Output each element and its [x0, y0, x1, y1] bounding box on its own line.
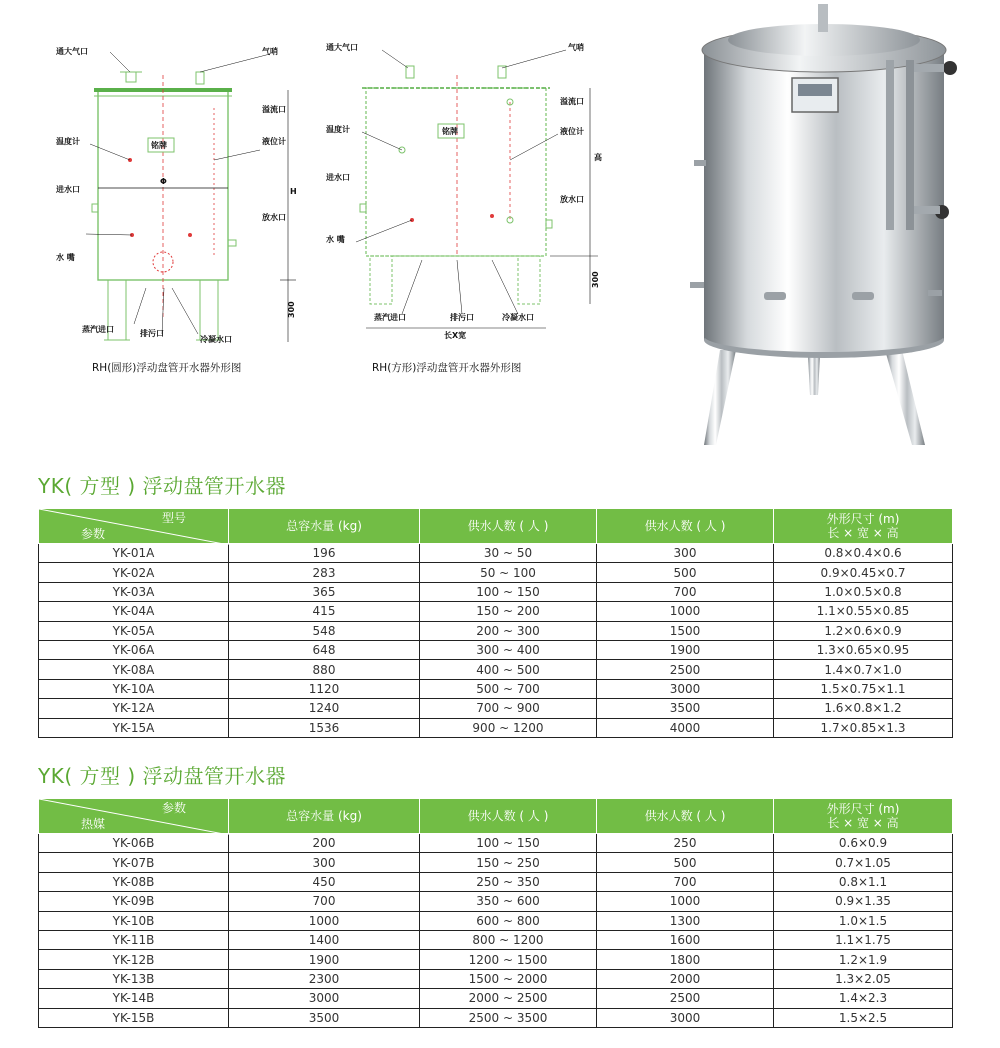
table-cell: 3000 — [597, 679, 774, 698]
label-inlet: 进水口 — [326, 173, 350, 182]
table-row — [39, 853, 953, 872]
table-cell: 0.9×0.45×0.7 — [774, 563, 953, 582]
header-capacity: 总容水量 (kg) — [229, 509, 420, 544]
table-row — [39, 699, 953, 718]
table-cell: 283 — [229, 563, 420, 582]
label-300: 300 — [591, 271, 600, 288]
table-cell: 500 — [597, 853, 774, 872]
table-cell: 648 — [229, 640, 420, 659]
table-row — [39, 911, 953, 930]
square-diagram-caption: RH(方形)浮动盘管开水器外形图 — [372, 362, 522, 374]
table-cell: YK-12A — [39, 699, 229, 718]
table-cell: 1536 — [229, 718, 420, 737]
table-cell: 0.8×1.1 — [774, 872, 953, 891]
header-model: 型号 — [161, 511, 186, 525]
table-cell: 100 ~ 150 — [420, 582, 597, 601]
table-cell: 300 ~ 400 — [420, 640, 597, 659]
table-row — [39, 679, 953, 698]
table-cell: 1120 — [229, 679, 420, 698]
table-cell: 300 — [229, 853, 420, 872]
label-300: 300 — [287, 301, 296, 318]
table-cell: 150 ~ 250 — [420, 853, 597, 872]
table-cell: 1500 — [597, 621, 774, 640]
table-cell: 2500 — [597, 989, 774, 1008]
label-sewage: 排污口 — [140, 329, 164, 338]
table-row — [39, 872, 953, 891]
table-cell: 900 ~ 1200 — [420, 718, 597, 737]
table-cell: 1800 — [597, 950, 774, 969]
label-level: 液位计 — [262, 137, 286, 146]
header-dim-line2: 长 × 宽 × 高 — [827, 816, 899, 830]
label-nameplate: 铭牌 — [442, 127, 458, 136]
table-cell: 3000 — [597, 1008, 774, 1027]
table-cell: 30 ~ 50 — [420, 544, 597, 563]
table-row — [39, 582, 953, 601]
table-cell: 1.2×1.9 — [774, 950, 953, 969]
label-vent: 通大气口 — [326, 43, 358, 52]
table-cell: 1600 — [597, 930, 774, 949]
spec-table-a — [38, 508, 953, 738]
table-row — [39, 1008, 953, 1027]
table-cell: 600 ~ 800 — [420, 911, 597, 930]
table-row — [39, 950, 953, 969]
table-cell: YK-04A — [39, 602, 229, 621]
table-cell: 1400 — [229, 930, 420, 949]
table-row — [39, 718, 953, 737]
table-cell: 0.8×0.4×0.6 — [774, 544, 953, 563]
label-drain: 放水口 — [262, 213, 286, 222]
table-header-row — [39, 509, 953, 544]
header-dim-line1: 外形尺寸 (m) — [826, 802, 900, 816]
table-cell: 1900 — [597, 640, 774, 659]
header-capacity: 总容水量 (kg) — [229, 799, 420, 834]
table-cell: 1.0×0.5×0.8 — [774, 582, 953, 601]
table-cell: 700 — [597, 582, 774, 601]
table-cell: 200 — [229, 834, 420, 853]
header-supply-count: 供水人数 ( 人 ) — [597, 799, 774, 834]
table-cell: 1.5×0.75×1.1 — [774, 679, 953, 698]
header-param: 参数 — [81, 527, 106, 541]
table-cell: YK-07B — [39, 853, 229, 872]
table-cell: 3500 — [229, 1008, 420, 1027]
table-cell: 1.3×0.65×0.95 — [774, 640, 953, 659]
header-dimensions — [774, 509, 953, 544]
label-overflow: 溢流口 — [262, 105, 286, 114]
table-cell: 1.4×0.7×1.0 — [774, 660, 953, 679]
table-cell: 350 ~ 600 — [420, 892, 597, 911]
round-diagram-svg — [50, 20, 310, 350]
table-cell: 2000 — [597, 969, 774, 988]
table-row — [39, 892, 953, 911]
table-cell: YK-01A — [39, 544, 229, 563]
header-dim-line2: 长 × 宽 × 高 — [827, 526, 899, 540]
table-cell: YK-12B — [39, 950, 229, 969]
label-diameter: Φ — [160, 177, 167, 186]
label-drain: 放水口 — [560, 195, 584, 204]
table-row — [39, 602, 953, 621]
table-cell: 100 ~ 150 — [420, 834, 597, 853]
table-row — [39, 563, 953, 582]
table-cell: 1.4×2.3 — [774, 989, 953, 1008]
table-cell: 1000 — [597, 602, 774, 621]
table-cell: 196 — [229, 544, 420, 563]
table-cell: 1.6×0.8×1.2 — [774, 699, 953, 718]
label-whistle: 气哨 — [568, 43, 584, 52]
table-row — [39, 930, 953, 949]
round-diagram-caption: RH(圆形)浮动盘管开水器外形图 — [92, 362, 242, 374]
table-cell: 365 — [229, 582, 420, 601]
square-diagram-svg — [322, 20, 612, 350]
table-cell: 415 — [229, 602, 420, 621]
label-condensate: 冷凝水口 — [200, 335, 232, 344]
table-cell: YK-09B — [39, 892, 229, 911]
header-heat-medium: 热媒 — [81, 817, 106, 831]
table-cell: 300 — [597, 544, 774, 563]
spec-table-b-body — [39, 834, 953, 1028]
table-cell: YK-06A — [39, 640, 229, 659]
table-cell: 250 — [597, 834, 774, 853]
table-row — [39, 640, 953, 659]
table-cell: 2500 ~ 3500 — [420, 1008, 597, 1027]
table-header-row — [39, 799, 953, 834]
table-cell: 1.7×0.85×1.3 — [774, 718, 953, 737]
label-steam: 蒸汽进口 — [374, 313, 406, 322]
table-cell: 500 ~ 700 — [420, 679, 597, 698]
table-cell: 0.6×0.9 — [774, 834, 953, 853]
table-cell: 400 ~ 500 — [420, 660, 597, 679]
label-whistle: 气哨 — [262, 47, 278, 56]
table-row — [39, 834, 953, 853]
label-tap: 水 嘴 — [326, 235, 345, 244]
label-height: 高 — [594, 153, 602, 162]
label-tap: 水 嘴 — [56, 253, 75, 262]
table-cell: 150 ~ 200 — [420, 602, 597, 621]
spec-table-b — [38, 798, 953, 1028]
table-cell: 4000 — [597, 718, 774, 737]
label-level: 液位计 — [560, 127, 584, 136]
table-cell: YK-15A — [39, 718, 229, 737]
water-heater-photo — [680, 0, 980, 460]
table-cell: YK-06B — [39, 834, 229, 853]
table-row — [39, 660, 953, 679]
table-cell: 450 — [229, 872, 420, 891]
table-cell: 2500 — [597, 660, 774, 679]
table-cell: 500 — [597, 563, 774, 582]
header-supply-count: 供水人数 ( 人 ) — [597, 509, 774, 544]
table-cell: YK-14B — [39, 989, 229, 1008]
table-cell: YK-10B — [39, 911, 229, 930]
table-cell: 3500 — [597, 699, 774, 718]
table-cell: 2000 ~ 2500 — [420, 989, 597, 1008]
label-length-width: 长X宽 — [444, 331, 467, 340]
table-cell: YK-08B — [39, 872, 229, 891]
diagonal-header-cell — [39, 799, 229, 834]
label-steam: 蒸汽进口 — [82, 325, 114, 334]
table-cell: 700 — [597, 872, 774, 891]
table-cell: YK-05A — [39, 621, 229, 640]
table-cell: YK-02A — [39, 563, 229, 582]
table-cell: 1300 — [597, 911, 774, 930]
header-dim-line1: 外形尺寸 (m) — [826, 512, 900, 526]
label-thermometer: 温度计 — [56, 137, 80, 146]
label-overflow: 溢流口 — [560, 97, 584, 106]
table-cell: 700 ~ 900 — [420, 699, 597, 718]
table-cell: 1000 — [229, 911, 420, 930]
table-cell: 200 ~ 300 — [420, 621, 597, 640]
table-cell: YK-10A — [39, 679, 229, 698]
table-cell: 1.3×2.05 — [774, 969, 953, 988]
label-thermometer: 温度计 — [326, 125, 350, 134]
table-cell: 548 — [229, 621, 420, 640]
table-cell: YK-13B — [39, 969, 229, 988]
square-heater-diagram — [322, 20, 612, 350]
label-sewage: 排污口 — [450, 313, 474, 322]
table-cell: 2300 — [229, 969, 420, 988]
table-cell: 1.5×2.5 — [774, 1008, 953, 1027]
header-supply-range: 供水人数 ( 人 ) — [420, 509, 597, 544]
section-a-title: YK( 方型 ) 浮动盘管开水器 — [38, 474, 287, 498]
label-condensate: 冷凝水口 — [502, 313, 534, 322]
table-cell: 880 — [229, 660, 420, 679]
section-b-title: YK( 方型 ) 浮动盘管开水器 — [38, 764, 287, 788]
diagonal-header-cell — [39, 509, 229, 544]
label-nameplate: 铭牌 — [151, 141, 167, 150]
table-row — [39, 621, 953, 640]
table-cell: 0.7×1.05 — [774, 853, 953, 872]
table-cell: 1500 ~ 2000 — [420, 969, 597, 988]
table-row — [39, 969, 953, 988]
table-cell: 1000 — [597, 892, 774, 911]
table-cell: 700 — [229, 892, 420, 911]
table-cell: YK-15B — [39, 1008, 229, 1027]
table-row — [39, 989, 953, 1008]
table-cell: 1240 — [229, 699, 420, 718]
table-cell: 1900 — [229, 950, 420, 969]
label-vent: 通大气口 — [56, 47, 88, 56]
table-cell: 800 ~ 1200 — [420, 930, 597, 949]
table-cell: 1.1×0.55×0.85 — [774, 602, 953, 621]
header-param: 参数 — [161, 801, 186, 815]
table-cell: 1.0×1.5 — [774, 911, 953, 930]
table-cell: YK-03A — [39, 582, 229, 601]
table-row — [39, 544, 953, 563]
table-cell: YK-11B — [39, 930, 229, 949]
table-cell: YK-08A — [39, 660, 229, 679]
table-cell: 250 ~ 350 — [420, 872, 597, 891]
spec-table-a-body — [39, 544, 953, 738]
label-height: H — [290, 187, 297, 196]
header-dimensions — [774, 799, 953, 834]
label-inlet: 进水口 — [56, 185, 80, 194]
table-cell: 1.1×1.75 — [774, 930, 953, 949]
header-supply-range: 供水人数 ( 人 ) — [420, 799, 597, 834]
table-cell: 50 ~ 100 — [420, 563, 597, 582]
table-cell: 1200 ~ 1500 — [420, 950, 597, 969]
table-cell: 3000 — [229, 989, 420, 1008]
table-cell: 0.9×1.35 — [774, 892, 953, 911]
round-heater-diagram — [50, 20, 310, 350]
table-cell: 1.2×0.6×0.9 — [774, 621, 953, 640]
